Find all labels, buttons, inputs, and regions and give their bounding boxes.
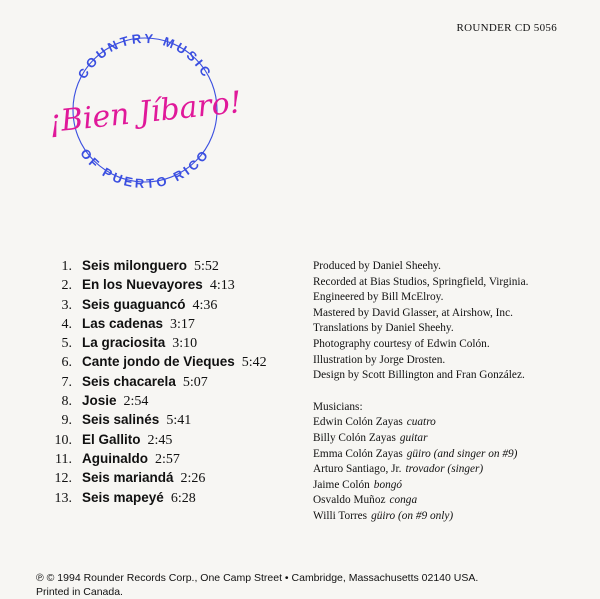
track-title: Seis milonguero: [82, 258, 188, 273]
track-title: Las cadenas: [82, 315, 164, 331]
musician-entry: [313, 462, 593, 478]
musician-name: Willi Torres: [313, 509, 368, 522]
track-duration: 4:36: [192, 297, 218, 313]
track-item: [40, 393, 267, 412]
credits-block: [313, 259, 593, 525]
track-duration: 2:57: [155, 451, 180, 467]
credit-line: Produced by Daniel Sheehy.: [313, 260, 441, 272]
track-number: 5.: [61, 336, 72, 352]
track-item: [40, 258, 267, 277]
musician-name: Emma Colón Zayas: [313, 447, 403, 460]
musician-entry: [313, 447, 593, 463]
musician-instrument: conga: [389, 494, 418, 507]
track-item: [40, 451, 267, 470]
track-item: [40, 432, 267, 451]
track-item: [40, 412, 267, 431]
catalog-number: ROUNDER CD 5056: [456, 22, 557, 34]
track-item: [40, 316, 267, 335]
track-title: Cante jondo de Vieques: [82, 354, 235, 370]
musician-entry: [313, 509, 593, 525]
track-number: 8.: [61, 394, 72, 410]
track-duration: 5:41: [166, 413, 192, 429]
track-duration: 5:42: [241, 355, 267, 371]
track-title: En los Nuevayores: [82, 277, 203, 293]
musician-name: Osvaldo Muñoz: [313, 494, 386, 507]
credit-line: Illustration by Jorge Drosten.: [313, 353, 446, 366]
track-item: [40, 354, 267, 373]
track-title: Seis mapeyé: [82, 489, 164, 505]
musician-instrument: trovador (singer): [405, 463, 484, 476]
track-number: 4.: [61, 316, 72, 332]
musician-name: Arturo Santiago, Jr.: [313, 463, 402, 476]
track-duration: 3:10: [172, 336, 198, 352]
musician-instrument: guitar: [399, 431, 428, 444]
track-duration: 3:17: [170, 316, 195, 332]
production-credits: [313, 259, 593, 384]
musician-entry: [313, 415, 593, 431]
printed-in-line: Printed in Canada.: [36, 586, 123, 598]
track-duration: 2:45: [147, 432, 173, 448]
musicians-heading: Musicians:: [313, 400, 363, 413]
copyright-line: ℗ © 1994 Rounder Records Corp., One Camp Street • Cambridge, Massachusetts 02140 USA.: [36, 572, 479, 584]
track-number: 6.: [61, 355, 72, 371]
logo-bottom-text: OF PUERTO RICO: [77, 145, 213, 192]
track-number: 13.: [54, 490, 72, 506]
credit-line: Engineered by Bill McElroy.: [313, 291, 444, 304]
track-duration: 2:26: [180, 471, 206, 487]
credit-line: Photography courtesy of Edwin Colón.: [313, 337, 490, 350]
credit-line: Design by Scott Billington and Fran González.: [313, 369, 525, 382]
track-title: El Gallito: [82, 431, 141, 447]
musician-name: Jaime Colón: [313, 478, 370, 491]
track-number: 11.: [55, 451, 72, 467]
musician-name: Billy Colón Zayas: [313, 431, 396, 444]
track-title: Seis mariandá: [82, 470, 174, 486]
musicians-section: [313, 400, 593, 525]
track-title: Seis salinés: [82, 412, 160, 428]
track-list: [40, 258, 267, 509]
musician-entry: [313, 431, 593, 447]
track-number: 7.: [61, 374, 72, 390]
track-item: [40, 335, 267, 354]
musician-instrument: cuatro: [406, 416, 436, 429]
musician-instrument: güiro (and singer on #9): [406, 447, 518, 460]
track-duration: 5:07: [182, 374, 208, 390]
track-item: [40, 470, 267, 489]
track-title: Seis guaguancó: [82, 296, 186, 312]
copyright-footer: [36, 571, 478, 599]
credit-line: Recorded at Bias Studios, Springfield, Virginia.: [313, 275, 529, 288]
logo-title: ¡Bien Jíbaro!: [47, 84, 244, 141]
album-logo: [45, 10, 245, 210]
musician-name: Edwin Colón Zayas: [313, 416, 403, 429]
track-number: 3.: [61, 297, 72, 313]
credit-line: Translations by Daniel Sheehy.: [313, 322, 454, 335]
track-duration: 2:54: [123, 394, 149, 410]
musician-instrument: bongó: [373, 478, 403, 491]
track-item: [40, 277, 267, 296]
track-item: [40, 374, 267, 393]
track-number: 9.: [61, 413, 72, 429]
track-duration: 5:52: [194, 259, 219, 274]
track-duration: 4:13: [209, 278, 235, 294]
track-duration: 6:28: [170, 490, 196, 506]
track-number: 1.: [61, 259, 72, 274]
track-number: 12.: [54, 471, 72, 487]
track-title: Seis chacarela: [82, 373, 176, 389]
musician-entry: [313, 478, 593, 494]
credit-line: Mastered by David Glasser, at Airshow, Inc.: [313, 306, 513, 319]
track-number: 2.: [61, 278, 72, 294]
track-title: La graciosita: [82, 335, 166, 351]
musician-entry: [313, 493, 593, 509]
track-number: 10.: [54, 432, 72, 448]
logo-top-text: COUNTRY MUSIC: [74, 30, 216, 82]
track-item: [40, 490, 267, 509]
musicians-list: [313, 415, 593, 524]
musician-instrument: güiro (on #9 only): [371, 509, 454, 522]
track-title: Josie: [82, 393, 117, 409]
track-item: [40, 297, 267, 316]
track-title: Aguinaldo: [82, 450, 148, 466]
